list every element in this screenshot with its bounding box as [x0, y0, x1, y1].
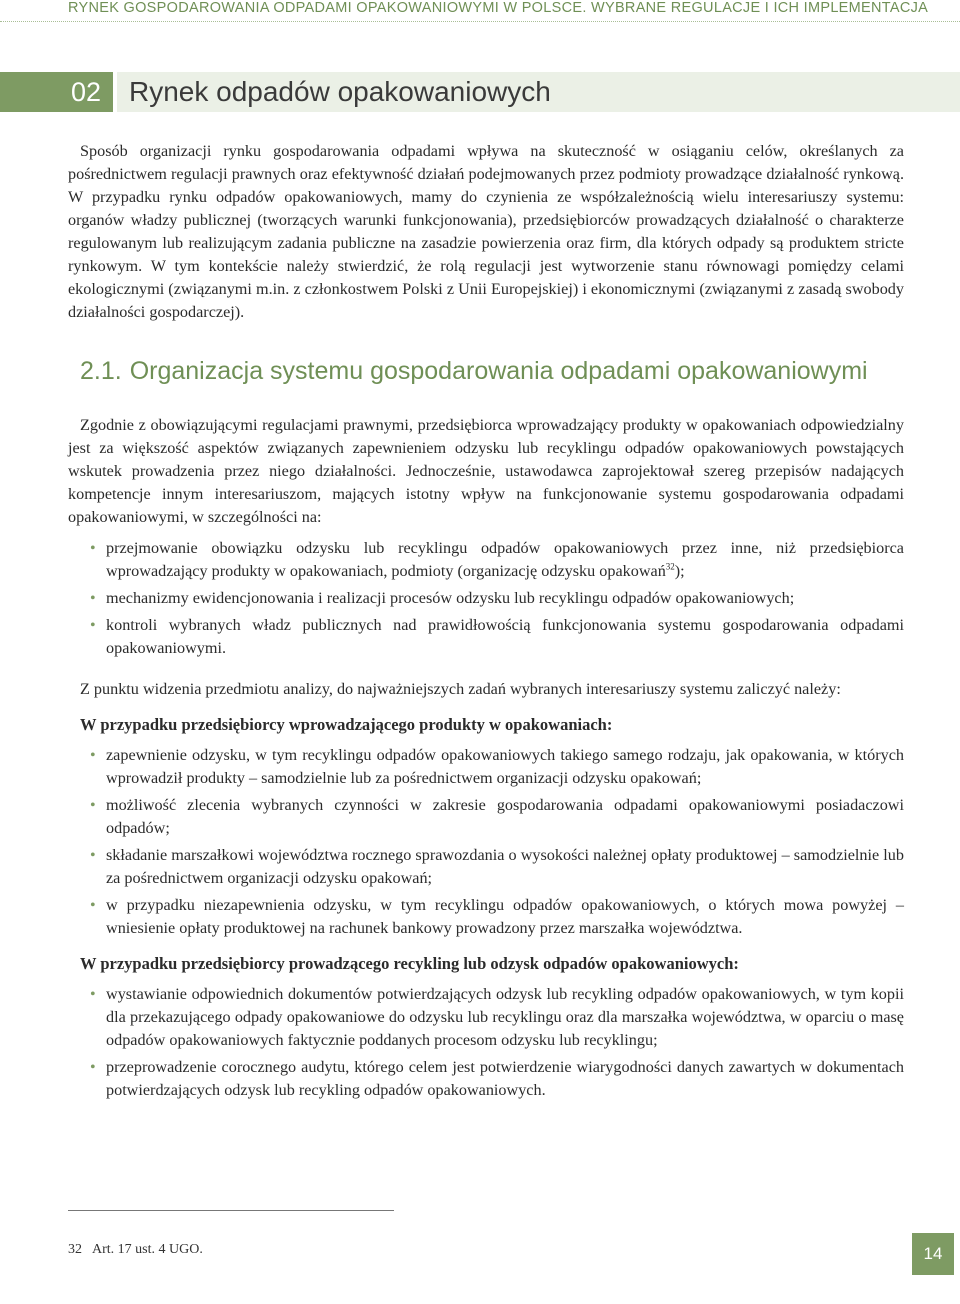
bullet-icon: •	[90, 540, 96, 557]
bullet-icon: •	[90, 617, 96, 634]
section-body	[68, 414, 904, 1102]
list-item: • możliwość zlecenia wybranych czynności w zakresie gospodarowania odpadami opakowaniowymi posiadaczowi odpadów;	[90, 796, 904, 837]
intro-section	[68, 140, 904, 324]
bullet-icon: •	[90, 897, 96, 914]
chapter-number: 02	[0, 72, 113, 112]
footnote-divider	[68, 1210, 394, 1211]
list-item: • przeprowadzenie corocznego audytu, którego celem jest potwierdzenie wiarygodności danych zawartych w dokumentach potwierdzających odzysk lub recykling odpadów opakowaniowych.	[90, 1058, 904, 1099]
bullet-icon: •	[90, 1059, 96, 1076]
running-header: RYNEK GOSPODAROWANIA ODPADAMI OPAKOWANIOWYMI W POLSCE. WYBRANE REGULACJE I ICH IMPLEMENTACJA	[68, 0, 928, 16]
page-number: 14	[912, 1233, 954, 1275]
bullet-icon: •	[90, 747, 96, 764]
section-number: 2.1.	[80, 357, 122, 385]
list-item: • składanie marszałkowi województwa rocznego sprawozdania o wysokości należnej opłaty produktowej – samodzielnie lub za pośrednictwem organizacji odzysku opakowań;	[90, 846, 904, 887]
page-content	[68, 140, 904, 1106]
header-divider	[0, 20, 960, 22]
bullet-icon: •	[90, 986, 96, 1003]
recycler-task-list	[68, 983, 904, 1102]
subheading-recycler: W przypadku przedsiębiorcy prowadzącego recykling lub odzysk odpadów opakowaniowych:	[80, 954, 739, 973]
subheading-introducer: W przypadku przedsiębiorcy wprowadzającego produkty w opakowaniach:	[80, 715, 613, 734]
footnote-ref[interactable]: 32	[665, 561, 675, 572]
chapter-title: Rynek odpadów opakowaniowych	[129, 76, 551, 107]
list-item: • kontroli wybranych władz publicznych nad prawidłowością funkcjonowania systemu gospodarowania odpadami opakowaniowymi.	[90, 616, 904, 657]
competence-list	[68, 537, 904, 660]
list-item: • w przypadku niezapewnienia odzysku, w tym recyklingu odpadów opakowaniowych, o których mowa powyżej – wniesienie opłaty produktowej na rachunek bankowy prowadzony przez marszałka województwa.	[90, 896, 904, 937]
list-item: • wystawianie odpowiednich dokumentów potwierdzających odzysk lub recykling odpadów opakowaniowych, w tym kopii dla przekazującego odpady opakowaniowe do odzysku lub recyklingu oraz dla marszałka województwa, w oparciu o masę odpadów opakowaniowych faktycznie poddanych procesom odzysku lub recyklingu;	[90, 985, 904, 1049]
footnote-number: 32	[68, 1242, 82, 1257]
section-title: Organizacja systemu gospodarowania odpadami opakowaniowymi	[129, 357, 868, 385]
footnote-text: Art. 17 ust. 4 UGO.	[92, 1242, 203, 1257]
list-item: • mechanizmy ewidencjonowania i realizacji procesów odzysku lub recyklingu odpadów opakowaniowych;	[68, 587, 904, 610]
bullet-icon: •	[90, 847, 96, 864]
section-paragraph-1: Zgodnie z obowiązującymi regulacjami prawnymi, przedsiębiorca wprowadzający produkty w opakowaniach odpowiedzialny jest za większość aspektów związanych zapewnieniem odzysku lub recyklingu odpadów opakowaniowych powstających wskutek prowadzenia przez niego działalności. Jednocześnie, ustawodawca zaprojektował szereg przepisów nadających kompetencje innym interesariuszom, mających istotny wpływ na funkcjonowanie systemu gospodarowania odpadami opakowaniowymi, w szczególności na:	[68, 416, 904, 526]
list-item: • zapewnienie odzysku, w tym recyklingu odpadów opakowaniowych takiego samego rodzaju, jak opakowania, w których wprowadził produkty – samodzielnie lub za pośrednictwem organizacji odzysku opakowań;	[90, 746, 904, 787]
section-paragraph-2: Z punktu widzenia przedmiotu analizy, do najważniejszych zadań wybranych interesariuszy systemu zaliczyć należy:	[80, 680, 841, 698]
bullet-icon: •	[90, 590, 96, 607]
introducer-task-list	[68, 744, 904, 940]
section-heading	[80, 354, 904, 388]
chapter-title-bar	[117, 72, 960, 112]
footnote	[68, 1242, 203, 1258]
intro-paragraph: Sposób organizacji rynku gospodarowania odpadami wpływa na skuteczność w osiąganiu celów, określanych za pośrednictwem regulacji prawnych oraz efektywność działań podejmowanych przez podmioty prowadzące działalność rynkową. W przypadku rynku odpadów opakowaniowych, mamy do czynienia ze współzależnością wielu interesariuszy systemu: organów władzy publicznej (tworzących warunki funkcjonowania), przedsiębiorców prowadzących działalność o charakterze regulowanym lub realizującym zadania publiczne na zasadzie powierzenia oraz firm, dla których odpady są produktem stricte rynkowym. W tym kontekście należy stwierdzić, że rolą regulacji jest wytworzenie stanu równowagi pomiędzy celami ekologicznymi (związanymi m.in. z członkostwem Polski z Unii Europejskiej) i ekonomicznymi (związanymi z zasadą swobody działalności gospodarczej).	[68, 142, 904, 321]
bullet-icon: •	[90, 797, 96, 814]
list-item: • przejmowanie obowiązku odzysku lub recyklingu odpadów opakowaniowych przez inne, niż przedsiębiorca wprowadzający produkty w opakowaniach, podmioty (organizację odzysku opakowań$^{32}$);	[90, 539, 904, 580]
